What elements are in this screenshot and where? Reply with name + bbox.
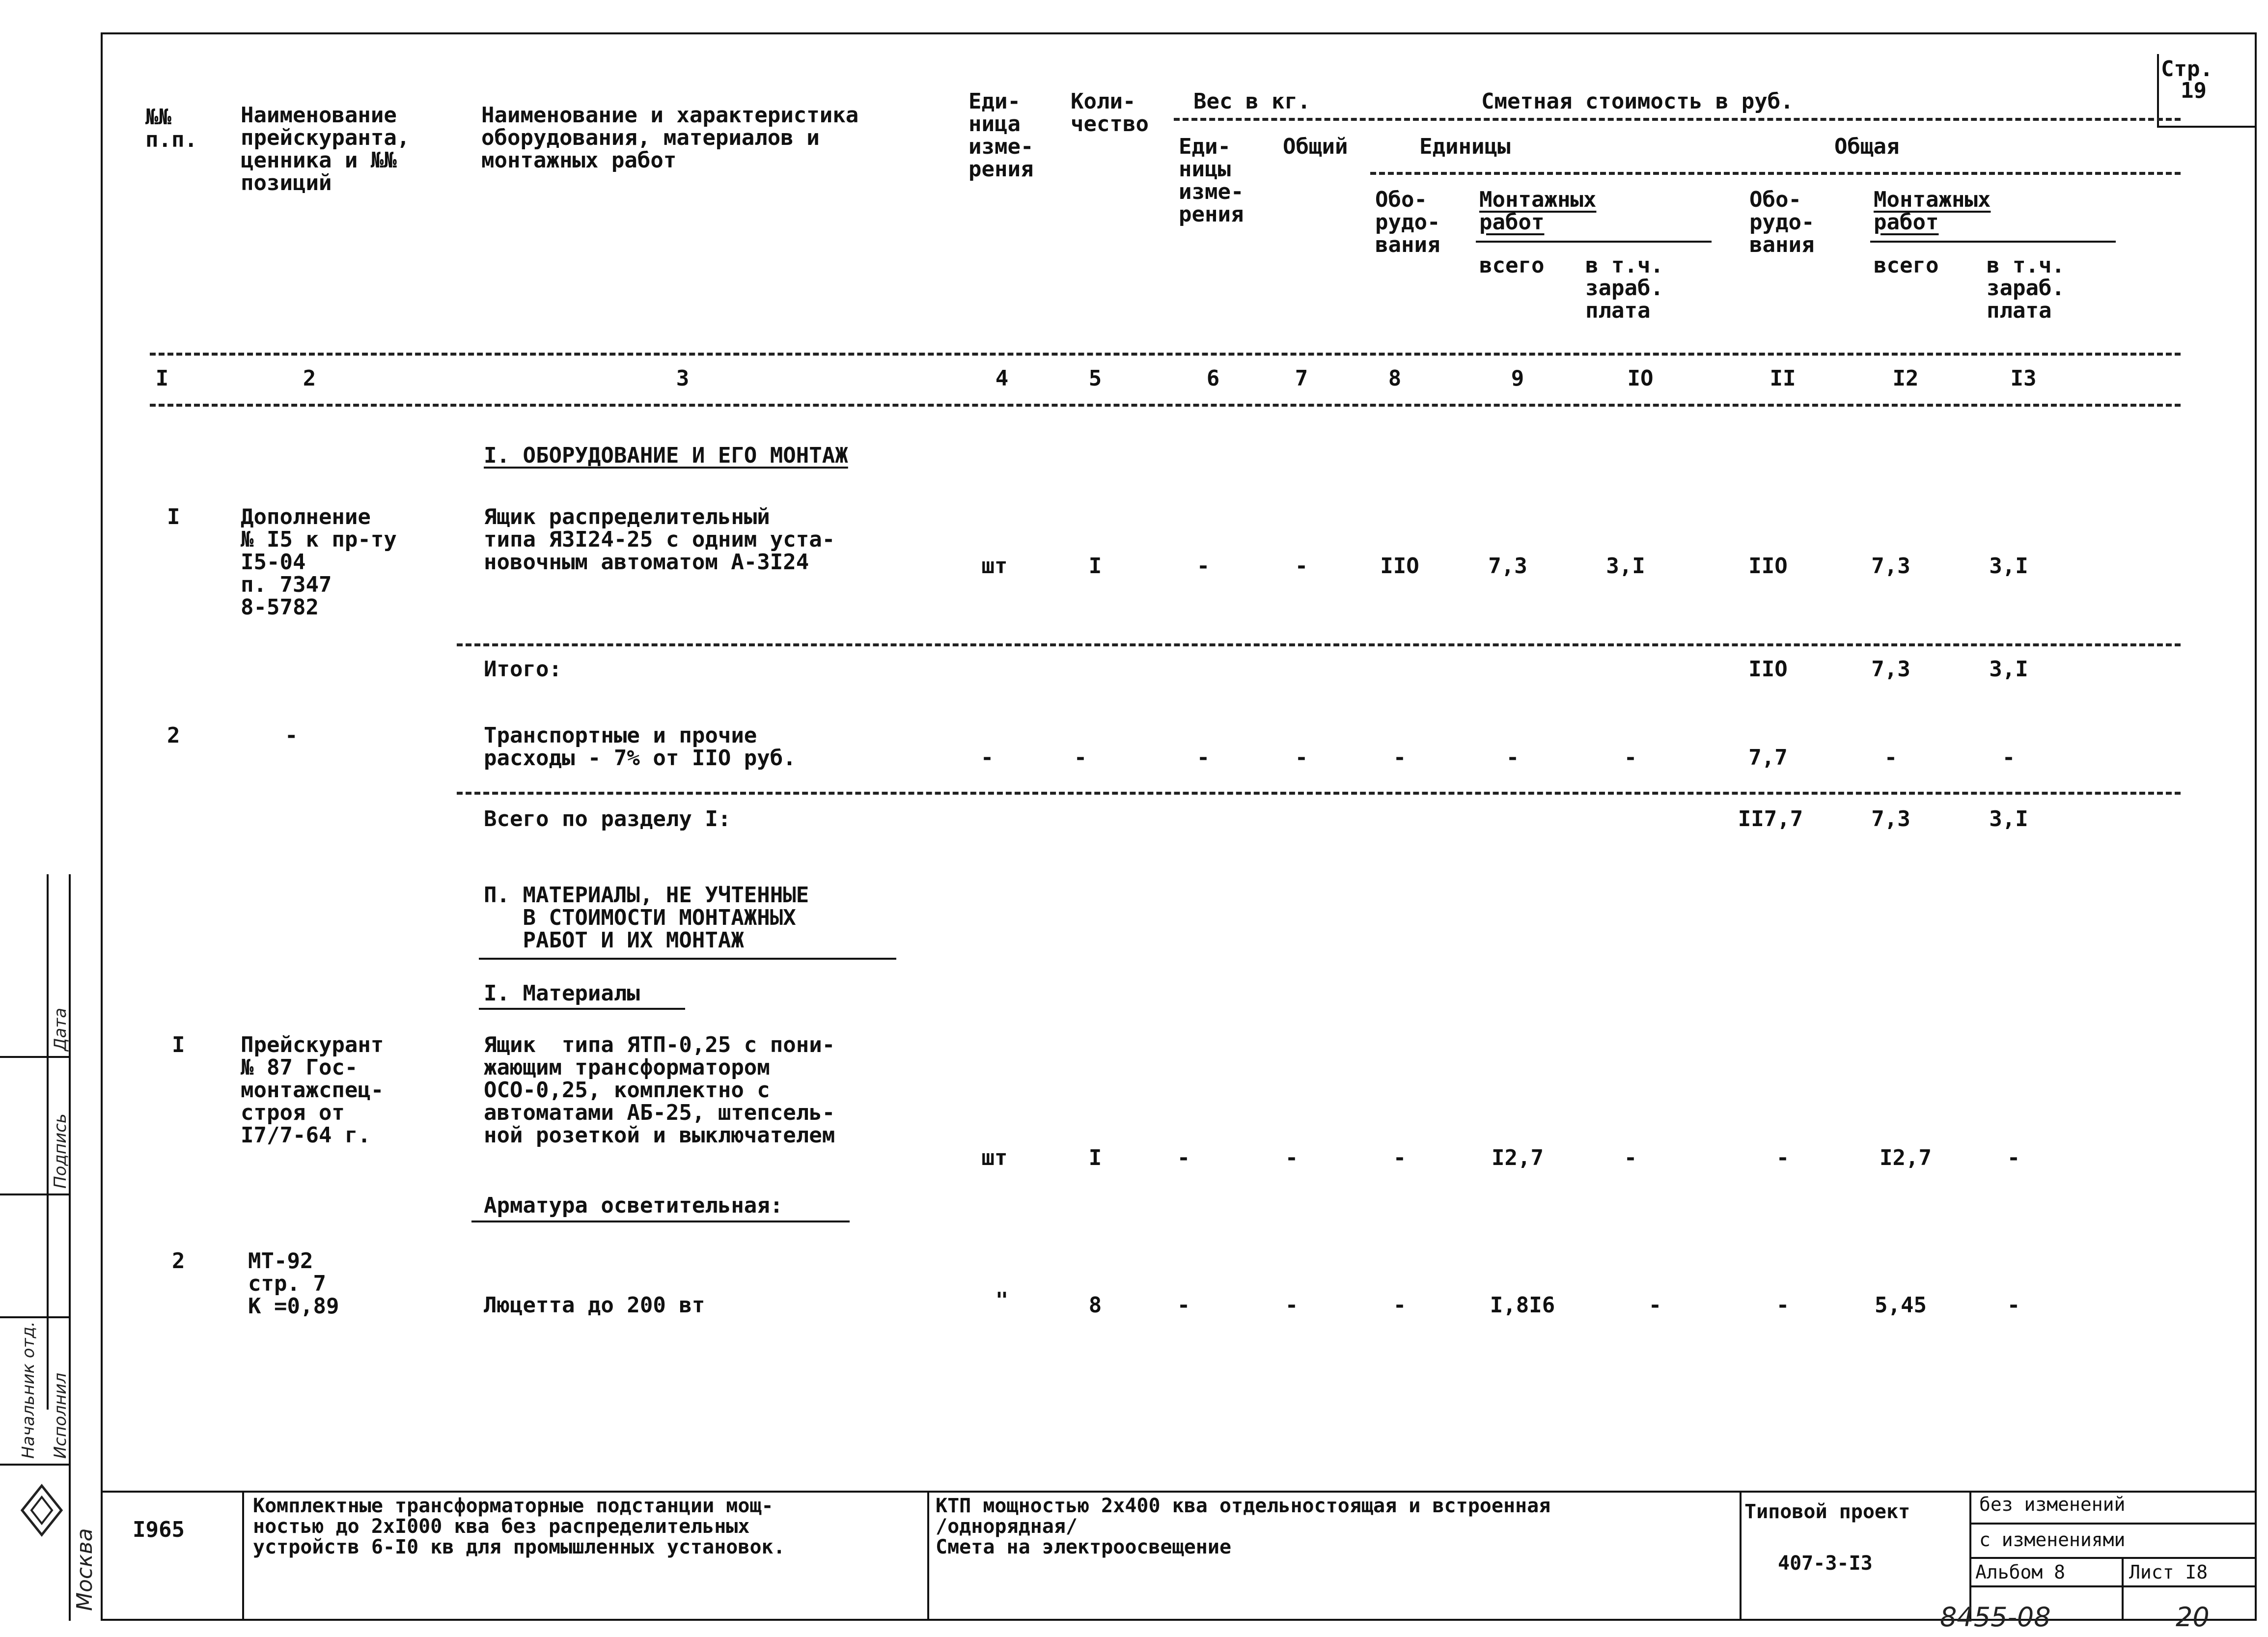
archive-number: 8455-08 <box>1940 1602 2051 1633</box>
s1r1-weight-total: - <box>1295 554 1308 579</box>
s2r1-c10: - <box>1624 1145 1637 1170</box>
s1r1-c12: 7,3 <box>1871 554 1910 579</box>
s1r1-no: I <box>167 504 180 529</box>
s1-itogo-label: Итого: <box>484 657 562 682</box>
titleblock-div-5 <box>2122 1557 2124 1619</box>
s2r2-weight-unit: - <box>1177 1293 1190 1318</box>
header-col-unit: Еди- ница изме- рения <box>968 89 1034 182</box>
stamp-inner-line <box>47 874 49 1410</box>
header-col-name: Наименование и характеристика оборудования, материалов и монтажных работ <box>481 103 859 173</box>
stamp-label-executor: Исполнил <box>51 1373 70 1459</box>
colnum-13: I3 <box>2010 366 2037 391</box>
titleblock-album: Альбом 8 <box>1975 1561 2066 1583</box>
colnum-3: 3 <box>676 366 690 391</box>
s1-itogo-c13: 3,I <box>1989 657 2028 682</box>
s1r1-name: Ящик распределительный типа ЯЗI24-25 с одним уста- новочным автоматом А-3I24 <box>484 504 835 575</box>
s2r1-weight-total: - <box>1285 1145 1299 1170</box>
header-cost-unit: Единицы <box>1419 134 1511 159</box>
frame-left-line <box>101 32 103 1620</box>
s2r2-c10: - <box>1648 1293 1662 1318</box>
s1r2-c9: - <box>1506 745 1520 770</box>
header-wage-unit: в т.ч. зараб. плата <box>1585 253 1663 323</box>
s2r2-qty: 8 <box>1088 1293 1102 1318</box>
colnum-bottom-dash <box>150 404 2181 407</box>
s2r1-qty: I <box>1088 1145 1102 1170</box>
s2r2-no: 2 <box>172 1249 185 1274</box>
s1r1-c8: IIO <box>1380 554 1419 579</box>
s1-itogo-c12: 7,3 <box>1871 657 1910 682</box>
colnum-12: I2 <box>1892 366 1919 391</box>
stamp-label-sign: Подпись <box>51 1113 70 1189</box>
s1r2-c8: - <box>1393 745 1407 770</box>
s1r1-c9: 7,3 <box>1488 554 1527 579</box>
colnum-2: 2 <box>303 366 316 391</box>
header-divider-2 <box>1370 172 2181 175</box>
s1r2-unit: - <box>980 745 994 770</box>
titleblock-rule-3 <box>1969 1585 2257 1587</box>
header-mount-total-rule <box>1870 241 2116 243</box>
s1-itogo-c11: IIO <box>1748 657 1788 682</box>
section1-title: I. ОБОРУДОВАНИЕ И ЕГО МОНТАЖ <box>484 443 848 468</box>
frame-right-line <box>2255 32 2257 1620</box>
s1r2-name: Транспортные и прочие расходы - 7% от IIO руб. <box>484 723 796 771</box>
s2r2-c12: 5,45 <box>1875 1293 1927 1318</box>
colnum-1: I <box>155 366 169 391</box>
s2r1-unit: шт <box>981 1145 1008 1170</box>
stamp-rule-2 <box>0 1193 69 1195</box>
s1r2-c10: - <box>1624 745 1637 770</box>
header-col-source: Наименование прейскуранта, ценника и №№ позиций <box>241 103 410 195</box>
stamp-label-date: Дата <box>51 1007 70 1051</box>
frame-top-line <box>101 32 2257 34</box>
s1r2-source: - <box>285 723 298 748</box>
colnum-6: 6 <box>1206 366 1220 391</box>
titleblock-with-changes: с изменениями <box>1979 1529 2126 1551</box>
colnum-7: 7 <box>1295 366 1308 391</box>
titleblock-rule-1 <box>1969 1523 2257 1525</box>
page-box-left <box>2157 54 2159 128</box>
s2r1-c13: - <box>2007 1145 2020 1170</box>
s2r2-c8: - <box>1393 1293 1407 1318</box>
header-equip-unit: Обо- рудо- вания <box>1375 187 1440 257</box>
titleblock-top-line <box>101 1491 2257 1493</box>
colnum-top-dash <box>150 353 2181 356</box>
stamp-city: Москва <box>72 1528 97 1611</box>
s1r1-c11: IIO <box>1748 554 1788 579</box>
page-number-label: Стр. <box>2161 56 2213 82</box>
s1r2-weight-unit: - <box>1196 745 1210 770</box>
s1r2-weight-total: - <box>1295 745 1308 770</box>
colnum-9: 9 <box>1511 366 1524 391</box>
section2-subtitle-rule <box>479 1008 685 1010</box>
section2-title-rule <box>479 958 896 960</box>
titleblock-div-2 <box>927 1491 929 1619</box>
titleblock-desc: Комплектные трансформаторные подстанции мощ- ностью до 2хI000 ква без распределительных устройств 6-I0 кв для промышленных установок. <box>253 1495 785 1558</box>
header-equip-total: Обо- рудо- вания <box>1749 187 1815 257</box>
stamp-rule-1 <box>0 1056 69 1058</box>
header-weight: Вес в кг. <box>1193 89 1311 114</box>
header-total-unit: всего <box>1479 253 1545 278</box>
header-mount-total: Монтажных работ <box>1874 187 1991 235</box>
s1r1-weight-unit: - <box>1196 554 1210 579</box>
s1r1-qty: I <box>1088 554 1102 579</box>
colnum-11: II <box>1770 366 1796 391</box>
s2r1-c8: - <box>1393 1145 1407 1170</box>
titleblock-div-4 <box>1969 1491 1971 1619</box>
s2r1-c9: I2,7 <box>1492 1145 1544 1170</box>
stamp-rule-4 <box>0 1464 69 1466</box>
titleblock-sheet: Лист I8 <box>2129 1561 2208 1583</box>
s2r2-name: Люцетта до 200 вт <box>484 1293 705 1318</box>
titleblock-year: I965 <box>133 1517 185 1542</box>
s2r1-source: Прейскурант № 87 Гос- монтажспец- строя от I7/7-64 г. <box>241 1032 384 1148</box>
titleblock-div-3 <box>1740 1491 1742 1619</box>
s1-itogo-dash <box>457 643 2181 646</box>
s2r1-c11: - <box>1776 1145 1790 1170</box>
s2r1-c12: I2,7 <box>1880 1145 1932 1170</box>
header-cost: Сметная стоимость в руб. <box>1481 89 1794 114</box>
header-wage-total: в т.ч. зараб. плата <box>1987 253 2065 323</box>
header-mount-unit: Монтажных работ <box>1479 187 1597 235</box>
s1-total-c13: 3,I <box>1989 806 2028 832</box>
colnum-4: 4 <box>995 366 1009 391</box>
fittings-title: Арматура осветительная: <box>484 1193 783 1218</box>
s2r2-weight-total: - <box>1285 1293 1299 1318</box>
s1r1-c10: 3,I <box>1606 554 1645 579</box>
section2-title: П. МАТЕРИАЛЫ, НЕ УЧТЕННЫЕ В СТОИМОСТИ МОНТАЖНЫХ РАБОТ И ИХ МОНТАЖ <box>484 883 809 953</box>
s1-total-label: Всего по разделу I: <box>484 806 731 832</box>
s2r2-c9: I,8I6 <box>1490 1293 1555 1318</box>
stamp-label-chief: Начальник отд. <box>19 1321 38 1459</box>
s2r1-name: Ящик типа ЯТП-0,25 с пони- жающим трансформатором ОСО-0,25, комплектно с автоматами АБ-25, штепсель- ной розеткой и выключателем <box>484 1032 835 1148</box>
institute-logo-icon <box>20 1483 64 1537</box>
fittings-title-rule <box>471 1221 850 1222</box>
titleblock-div-1 <box>242 1491 244 1619</box>
s1r2-qty: - <box>1074 745 1087 770</box>
s2r2-unit: " <box>995 1288 1009 1313</box>
s2r1-no: I <box>172 1032 185 1057</box>
header-total-total: всего <box>1874 253 1939 278</box>
colnum-5: 5 <box>1088 366 1102 391</box>
s2r2-source: МТ-92 стр. 7 К =0,89 <box>248 1249 339 1319</box>
s2r2-c13: - <box>2007 1293 2020 1318</box>
page-number: 19 <box>2181 78 2207 103</box>
header-weight-total: Общий <box>1283 134 1348 159</box>
titleblock-project-label: Типовой проект <box>1744 1500 1910 1523</box>
page-box-bottom <box>2157 126 2257 128</box>
s1r2-c12: - <box>1884 745 1898 770</box>
colnum-8: 8 <box>1388 366 1402 391</box>
stamp-rule-3 <box>0 1316 69 1318</box>
header-col-qty: Коли- чество <box>1071 89 1149 137</box>
s1-total-c12: 7,3 <box>1871 806 1910 832</box>
titleblock-subject: КТП мощностью 2х400 ква отдельностоящая и встроенная /однорядная/ Смета на электроосвещение <box>936 1495 1551 1558</box>
titleblock-project-no: 407-3-I3 <box>1778 1552 1873 1575</box>
header-mount-unit-rule <box>1476 241 1712 243</box>
s1r1-unit: шт <box>981 554 1008 579</box>
s1r1-source: Дополнение № I5 к пр-ту I5-04 п. 7347 8-5782 <box>241 504 397 620</box>
header-divider-1 <box>1174 118 2181 121</box>
s2r1-weight-unit: - <box>1177 1145 1190 1170</box>
archive-page: 20 <box>2176 1602 2210 1633</box>
s1r2-c13: - <box>2002 745 2016 770</box>
header-cost-total: Общая <box>1834 134 1900 159</box>
header-weight-unit: Еди- ницы изме- рения <box>1179 134 1244 227</box>
s1r2-c11: 7,7 <box>1748 745 1788 770</box>
frame-bottom-line <box>101 1619 2257 1621</box>
s1-total-c11: II7,7 <box>1738 806 1803 832</box>
titleblock-no-changes: без изменений <box>1979 1494 2126 1515</box>
s2r2-c11: - <box>1776 1293 1790 1318</box>
s1-total-dash <box>457 792 2181 795</box>
colnum-10: IO <box>1627 366 1654 391</box>
header-col-no: №№ п.п. <box>145 105 197 152</box>
titleblock-rule-2 <box>1969 1557 2257 1559</box>
s1r2-no: 2 <box>167 723 180 748</box>
stamp-outer-line <box>69 874 71 1621</box>
s1r1-c13: 3,I <box>1989 554 2028 579</box>
section2-subtitle: I. Материалы <box>484 981 640 1006</box>
